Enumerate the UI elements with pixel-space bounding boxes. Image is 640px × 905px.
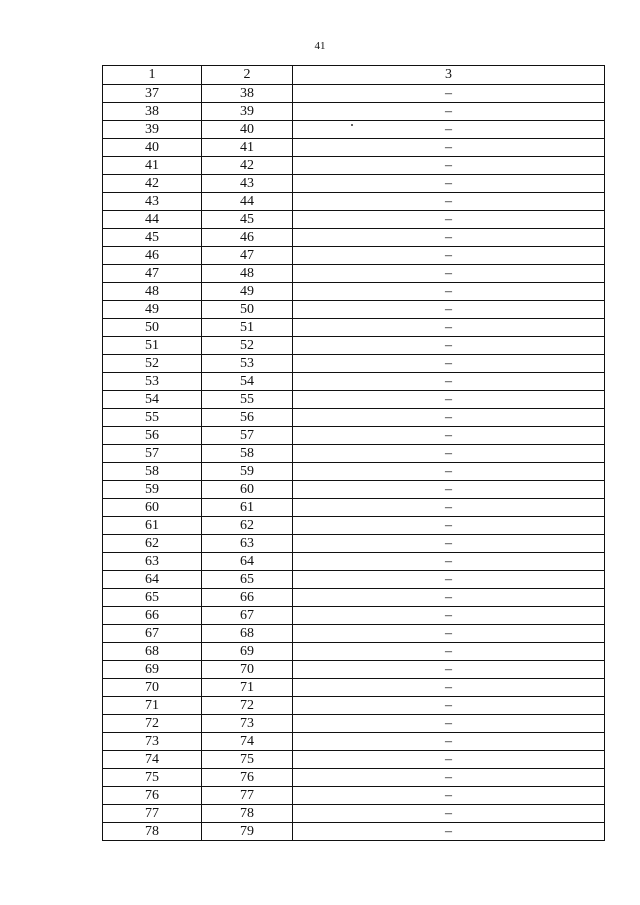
table-cell-col3: – [293, 193, 605, 211]
table-cell-col3: – [293, 121, 605, 139]
table-cell-col1: 76 [103, 787, 202, 805]
table-cell-col2: 44 [202, 193, 293, 211]
table-row [103, 301, 605, 319]
table-cell-col1: 51 [103, 337, 202, 355]
table-cell-col3: – [293, 211, 605, 229]
table-cell-col1: 78 [103, 823, 202, 841]
table-cell-col2: 50 [202, 301, 293, 319]
table-row [103, 499, 605, 517]
table-row [103, 247, 605, 265]
table-cell-col1: 48 [103, 283, 202, 301]
table-cell-col3: – [293, 553, 605, 571]
table-cell-col3: – [293, 265, 605, 283]
table-cell-col2: 46 [202, 229, 293, 247]
table-cell-col1: 54 [103, 391, 202, 409]
table-cell-col2: 39 [202, 103, 293, 121]
table-cell-col1: 38 [103, 103, 202, 121]
table-cell-col1: 60 [103, 499, 202, 517]
table-cell-col2: 74 [202, 733, 293, 751]
table-cell-col1: 58 [103, 463, 202, 481]
table-row [103, 571, 605, 589]
table-cell-col3: – [293, 355, 605, 373]
table-row [103, 643, 605, 661]
table-cell-col3: – [293, 229, 605, 247]
table-cell-col2: 72 [202, 697, 293, 715]
table-row [103, 715, 605, 733]
table-row [103, 85, 605, 103]
table-cell-col2: 78 [202, 805, 293, 823]
table-row [103, 211, 605, 229]
table-cell-col1: 73 [103, 733, 202, 751]
table-cell-col2: 66 [202, 589, 293, 607]
table-cell-col2: 52 [202, 337, 293, 355]
table-cell-col1: 46 [103, 247, 202, 265]
table-cell-col2: 68 [202, 625, 293, 643]
table-cell-col1: 70 [103, 679, 202, 697]
table-cell-col2: 75 [202, 751, 293, 769]
table-row [103, 373, 605, 391]
table-cell-col3: – [293, 625, 605, 643]
table-cell-col1: 44 [103, 211, 202, 229]
table-cell-col2: 59 [202, 463, 293, 481]
table-cell-col2: 47 [202, 247, 293, 265]
table-cell-col1: 57 [103, 445, 202, 463]
table-row [103, 229, 605, 247]
table-row [103, 787, 605, 805]
table-cell-col3: – [293, 373, 605, 391]
table-row [103, 661, 605, 679]
table-cell-col1: 40 [103, 139, 202, 157]
table-header [103, 66, 605, 85]
table-cell-col2: 67 [202, 607, 293, 625]
table-cell-col2: 43 [202, 175, 293, 193]
table-row [103, 445, 605, 463]
table-cell-col3: – [293, 85, 605, 103]
page-number: 41 [314, 40, 326, 52]
table-row [103, 589, 605, 607]
table-cell-col1: 59 [103, 481, 202, 499]
table-cell-col2: 40 [202, 121, 293, 139]
table-cell-col3: – [293, 391, 605, 409]
table-cell-col1: 43 [103, 193, 202, 211]
table-cell-col2: 73 [202, 715, 293, 733]
table-row [103, 751, 605, 769]
table-cell-col3: – [293, 535, 605, 553]
table-cell-col1: 69 [103, 661, 202, 679]
table-row [103, 553, 605, 571]
table-cell-col3: – [293, 103, 605, 121]
table-cell-col1: 47 [103, 265, 202, 283]
table-cell-col1: 65 [103, 589, 202, 607]
table-cell-col2: 57 [202, 427, 293, 445]
column-header-3: 3 [293, 66, 605, 85]
table-cell-col2: 79 [202, 823, 293, 841]
table-cell-col3: – [293, 157, 605, 175]
table-cell-col2: 42 [202, 157, 293, 175]
table-cell-col3: – [293, 751, 605, 769]
table-row [103, 517, 605, 535]
table-cell-col3: – [293, 319, 605, 337]
table-cell-col3: – [293, 643, 605, 661]
table-cell-col1: 45 [103, 229, 202, 247]
table-row [103, 697, 605, 715]
table-cell-col2: 77 [202, 787, 293, 805]
table-row [103, 157, 605, 175]
table-cell-col3: – [293, 661, 605, 679]
table-row [103, 193, 605, 211]
table-cell-col3: – [293, 733, 605, 751]
table-cell-col3: – [293, 499, 605, 517]
table-row [103, 319, 605, 337]
table-cell-col1: 42 [103, 175, 202, 193]
table-cell-col1: 56 [103, 427, 202, 445]
table-cell-col3: – [293, 697, 605, 715]
table-cell-col3: – [293, 427, 605, 445]
table-cell-col1: 62 [103, 535, 202, 553]
table-cell-col1: 49 [103, 301, 202, 319]
table-cell-col2: 53 [202, 355, 293, 373]
table-cell-col2: 38 [202, 85, 293, 103]
table-cell-col3: – [293, 463, 605, 481]
table-row [103, 175, 605, 193]
table-cell-col2: 45 [202, 211, 293, 229]
table-cell-col2: 58 [202, 445, 293, 463]
table-cell-col1: 67 [103, 625, 202, 643]
table-row [103, 733, 605, 751]
table-cell-col1: 37 [103, 85, 202, 103]
table-cell-col1: 66 [103, 607, 202, 625]
data-table [102, 65, 605, 841]
table-row [103, 823, 605, 841]
table-cell-col2: 60 [202, 481, 293, 499]
table-row [103, 427, 605, 445]
table-row [103, 679, 605, 697]
table-cell-col2: 54 [202, 373, 293, 391]
table-row [103, 625, 605, 643]
table-cell-col1: 53 [103, 373, 202, 391]
table-cell-col1: 75 [103, 769, 202, 787]
table-row [103, 139, 605, 157]
table-cell-col2: 48 [202, 265, 293, 283]
table-cell-col2: 49 [202, 283, 293, 301]
table-cell-col1: 50 [103, 319, 202, 337]
table-cell-col3: – [293, 787, 605, 805]
table-cell-col2: 62 [202, 517, 293, 535]
table-row [103, 769, 605, 787]
table-row [103, 481, 605, 499]
table-cell-col2: 71 [202, 679, 293, 697]
table-cell-col1: 68 [103, 643, 202, 661]
table-row [103, 283, 605, 301]
table-cell-col1: 64 [103, 571, 202, 589]
table-cell-col3: – [293, 571, 605, 589]
table-cell-col2: 55 [202, 391, 293, 409]
table-cell-col1: 52 [103, 355, 202, 373]
table-cell-col1: 61 [103, 517, 202, 535]
table-row [103, 535, 605, 553]
table-cell-col2: 64 [202, 553, 293, 571]
table-cell-col3: – [293, 337, 605, 355]
table-cell-col2: 76 [202, 769, 293, 787]
table-cell-col3: – [293, 805, 605, 823]
table-row [103, 121, 605, 139]
table-cell-col3: – [293, 589, 605, 607]
table-row [103, 607, 605, 625]
table-cell-col3: – [293, 283, 605, 301]
table-cell-col1: 71 [103, 697, 202, 715]
table-cell-col3: – [293, 445, 605, 463]
table-cell-col1: 77 [103, 805, 202, 823]
table-cell-col2: 56 [202, 409, 293, 427]
table-row [103, 463, 605, 481]
table-cell-col3: – [293, 517, 605, 535]
table-cell-col1: 74 [103, 751, 202, 769]
table-cell-col2: 51 [202, 319, 293, 337]
table-cell-col1: 72 [103, 715, 202, 733]
table-cell-col3: – [293, 139, 605, 157]
table-cell-col3: – [293, 679, 605, 697]
column-header-2: 2 [202, 66, 293, 85]
table-row [103, 391, 605, 409]
table-row [103, 805, 605, 823]
table-cell-col3: – [293, 715, 605, 733]
table-cell-col3: – [293, 607, 605, 625]
table-row [103, 265, 605, 283]
table-row [103, 409, 605, 427]
table-cell-col1: 39 [103, 121, 202, 139]
table-cell-col3: – [293, 301, 605, 319]
header-row [103, 66, 605, 85]
table-cell-col3: – [293, 769, 605, 787]
table-cell-col2: 63 [202, 535, 293, 553]
table-cell-col3: – [293, 175, 605, 193]
column-header-1: 1 [103, 66, 202, 85]
table-cell-col2: 65 [202, 571, 293, 589]
table-cell-col1: 41 [103, 157, 202, 175]
table-cell-col3: – [293, 481, 605, 499]
table-cell-col2: 69 [202, 643, 293, 661]
table-cell-col1: 63 [103, 553, 202, 571]
table-cell-col2: 41 [202, 139, 293, 157]
table-cell-col3: – [293, 247, 605, 265]
table-cell-col1: 55 [103, 409, 202, 427]
table-row [103, 103, 605, 121]
table-cell-col2: 61 [202, 499, 293, 517]
table-row [103, 355, 605, 373]
table-body [103, 85, 605, 841]
table-cell-col3: – [293, 823, 605, 841]
table-cell-col3: – [293, 409, 605, 427]
table-row [103, 337, 605, 355]
table-cell-col2: 70 [202, 661, 293, 679]
